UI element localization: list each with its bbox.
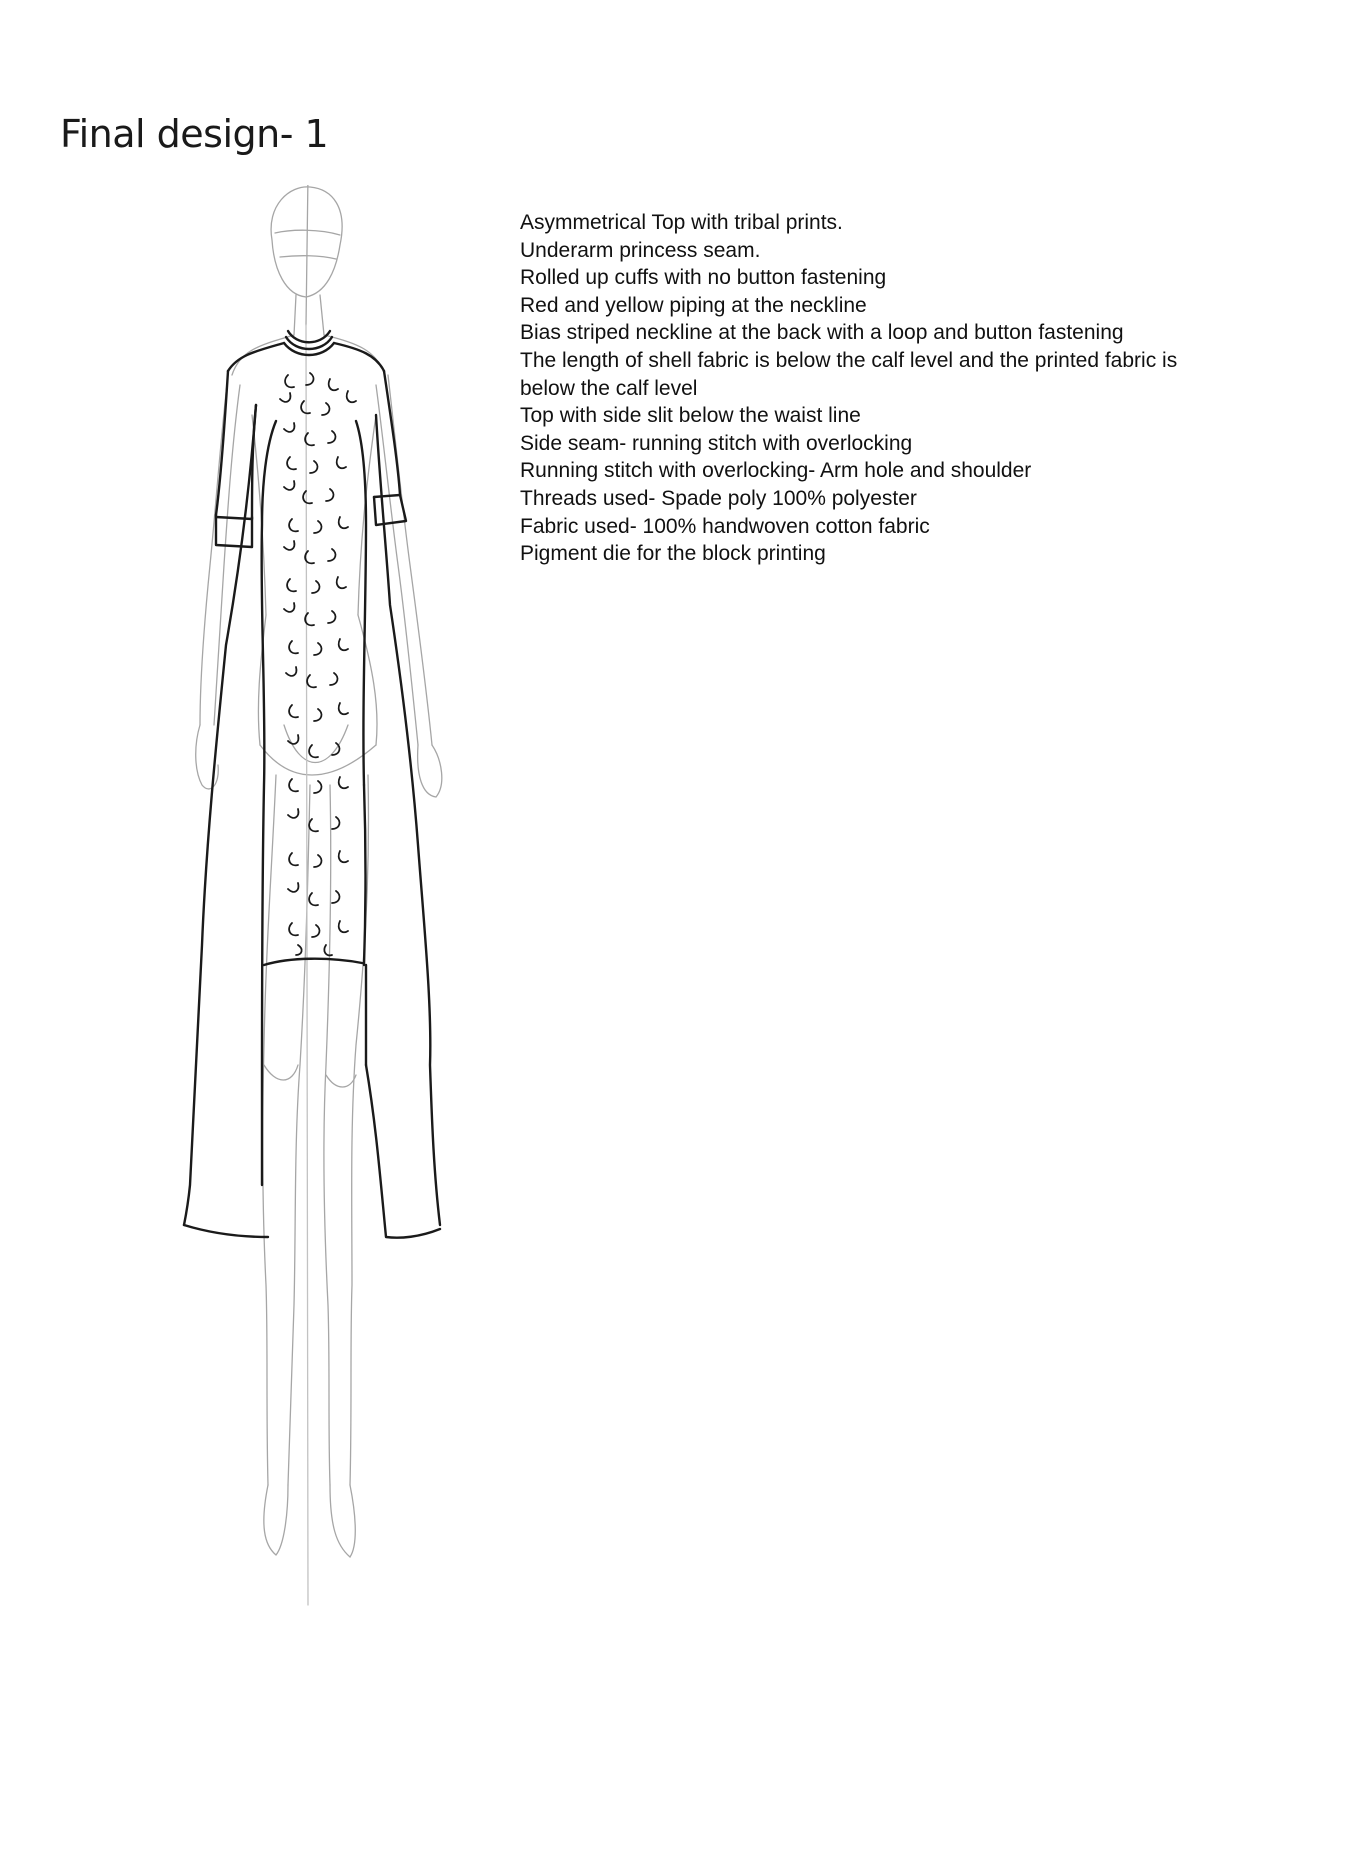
design-note: Asymmetrical Top with tribal prints.: [520, 211, 843, 234]
garment-outline: [184, 331, 440, 1238]
page-title: Final design- 1: [60, 112, 329, 156]
design-note: Red and yellow piping at the neckline: [520, 293, 867, 317]
design-note: Side seam- running stitch with overlocking: [520, 431, 913, 455]
design-note: Fabric used- 100% handwoven cotton fabric: [520, 514, 930, 538]
design-note: below the calf level: [520, 376, 698, 400]
fashion-sketch-drawing: [180, 185, 520, 1635]
design-note: The length of shell fabric is below the calf level and the printed fabric is: [520, 348, 1178, 372]
design-note: Rolled up cuffs with no button fastening: [520, 266, 887, 290]
design-note: Underarm princess seam.: [520, 238, 761, 262]
fashion-sketch: [180, 185, 520, 1635]
design-note: Pigment die for the block printing: [520, 542, 826, 566]
design-notes-list: [520, 209, 1320, 568]
design-note: Threads used- Spade poly 100% polyester: [520, 486, 917, 510]
design-note: Top with side slit below the waist line: [520, 404, 861, 428]
design-note: Bias striped neckline at the back with a loop and button fastening: [520, 321, 1124, 345]
design-note: Running stitch with overlocking- Arm hole and shoulder: [520, 459, 1032, 483]
tribal-print-motifs: [280, 373, 356, 955]
croquis-body: [196, 185, 442, 1605]
